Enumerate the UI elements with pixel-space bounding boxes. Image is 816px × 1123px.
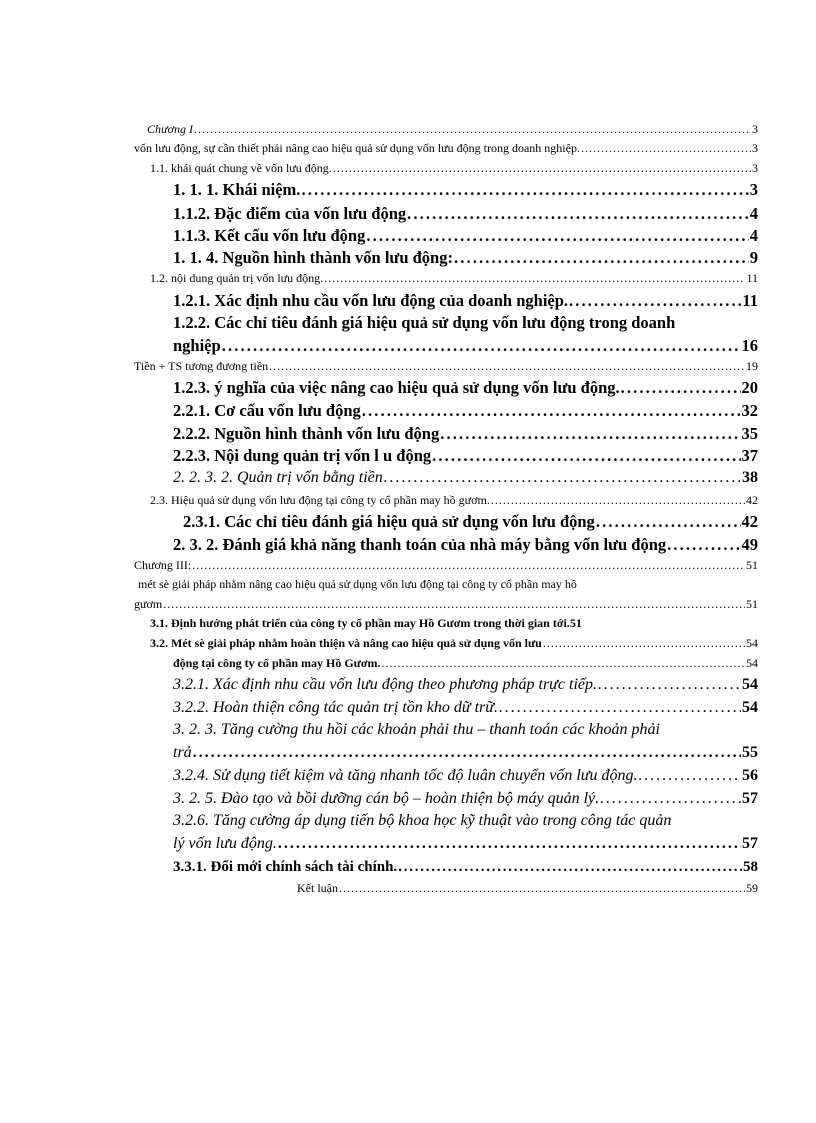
toc-entry-3-2-2[interactable] xyxy=(173,699,758,717)
toc-entry-2-3-1[interactable] xyxy=(183,512,758,532)
leader-dots xyxy=(621,378,741,398)
toc-title: 2. 3. 2. Đánh giá khả năng thanh toán của nhà máy bằng vốn lưu động xyxy=(173,535,667,554)
leader-dots xyxy=(339,881,745,896)
toc-entry-chapter-3-title-cont[interactable] xyxy=(134,597,758,612)
toc-page: 3 xyxy=(752,141,758,155)
toc-title: 2.2.1. Cơ cấu vốn lưu động xyxy=(173,401,361,420)
leader-dots xyxy=(301,180,748,200)
toc-entry-1-1[interactable] xyxy=(150,161,758,176)
toc-page: 51 xyxy=(746,597,758,611)
toc-title: 2.2.3. Nội dung quản trị vốn l u động xyxy=(173,446,432,465)
toc-title: 1. 1. 4. Nguồn hình thành vốn lưu động: xyxy=(173,248,453,267)
toc-page: 4 xyxy=(749,226,758,245)
leader-dots xyxy=(278,835,741,853)
toc-entry-1-1-3[interactable] xyxy=(173,226,758,246)
toc-entry-3-2-1[interactable] xyxy=(173,676,758,694)
leader-dots xyxy=(543,636,745,651)
toc-page: 54 xyxy=(742,699,758,716)
toc-entry-chuong-1[interactable] xyxy=(147,122,758,137)
toc-page: 4 xyxy=(749,204,758,223)
leader-dots xyxy=(638,767,741,785)
leader-dots xyxy=(440,424,740,444)
toc-page: 54 xyxy=(746,636,758,650)
toc-entry-1-2-2[interactable] xyxy=(173,313,758,333)
leader-dots xyxy=(569,291,741,311)
leader-dots xyxy=(194,122,751,137)
toc-title: Tiền + TS tương đương tiền xyxy=(134,359,269,373)
toc-page: 3 xyxy=(749,180,758,199)
toc-title: 1.1.2. Đặc điểm của vốn lưu động xyxy=(173,204,407,223)
toc-page: 54 xyxy=(742,676,758,693)
toc-page: 56 xyxy=(742,767,758,784)
toc-entry-3-2-6-cont[interactable] xyxy=(173,835,758,853)
toc-entry-2-2-2[interactable] xyxy=(173,424,758,444)
toc-entry-3-2-3[interactable] xyxy=(173,721,758,739)
leader-dots xyxy=(581,141,751,156)
toc-page: 54 xyxy=(746,656,758,670)
toc-entry-3-3-1[interactable] xyxy=(173,859,758,876)
toc-page: 20 xyxy=(741,378,758,397)
toc-entry-ket-luan[interactable] xyxy=(297,881,758,896)
toc-entry-1-2[interactable] xyxy=(150,271,758,286)
leader-dots xyxy=(499,699,741,717)
toc-page: 51 xyxy=(746,558,758,572)
toc-title-continued: động tại công ty cổ phần may Hồ Gươm. xyxy=(173,656,381,670)
toc-page: 19 xyxy=(746,359,758,373)
leader-dots xyxy=(600,790,741,808)
toc-page: 3 xyxy=(752,122,758,136)
toc-entry-1-2-2-cont[interactable] xyxy=(173,336,758,356)
toc-page: 42 xyxy=(741,512,758,531)
toc-entry-1-1-1[interactable] xyxy=(173,180,758,200)
toc-entry-1-1-4[interactable] xyxy=(173,248,758,268)
toc-page: 57 xyxy=(742,790,758,807)
toc-title: 3.2.4. Sử dụng tiết kiệm và tăng nhanh tốc độ luân chuyển vốn lưu động. xyxy=(173,767,638,784)
leader-dots xyxy=(362,401,741,421)
toc-title: 3. 2. 5. Đào tạo và bồi dưỡng cán bộ – hoàn thiện bộ máy quản lý. xyxy=(173,790,600,807)
toc-entry-3-2-5[interactable] xyxy=(173,790,758,808)
toc-entry-1-1-2[interactable] xyxy=(173,204,758,224)
toc-entry-3-2[interactable] xyxy=(150,636,758,651)
leader-dots xyxy=(384,469,741,487)
leader-dots xyxy=(366,226,748,246)
toc-page: 37 xyxy=(741,446,758,465)
toc-entry-3-2-6[interactable] xyxy=(173,812,758,830)
toc-title: 1.2.1. Xác định nhu cầu vốn lưu động của doanh nghiệp. xyxy=(173,291,569,310)
toc-entry-chapter-1-title[interactable] xyxy=(134,141,758,156)
toc-entry-2-3[interactable] xyxy=(150,493,758,508)
toc-entry-2-2-3-2[interactable] xyxy=(173,469,758,487)
toc-page: 11 xyxy=(742,291,758,310)
toc-page: 49 xyxy=(741,535,758,554)
toc-entry-chapter-3-title[interactable] xyxy=(138,577,758,592)
toc-page: 16 xyxy=(741,336,758,355)
toc-title: Chương I xyxy=(147,122,193,136)
leader-dots xyxy=(598,676,741,694)
toc-title-continued: trả xyxy=(173,744,192,761)
toc-title: 2. 2. 3. 2. Quản trị vốn bằng tiền xyxy=(173,469,383,486)
toc-page: 38 xyxy=(742,469,758,486)
leader-dots xyxy=(407,204,749,224)
toc-page: 35 xyxy=(741,424,758,443)
toc-title: Kết luận xyxy=(297,881,338,895)
toc-title-continued: nghiệp xyxy=(173,336,221,355)
leader-dots xyxy=(269,359,745,374)
toc-title: 2.3. Hiệu quả sử dụng vốn lưu động tại công ty cổ phần may hồ gươm. xyxy=(150,493,490,507)
toc-title: 1.2.2. Các chỉ tiêu đánh giá hiệu quả sử dụng vốn lưu động trong doanh xyxy=(173,313,676,332)
toc-title: 1.1. khái quát chung về vốn lưu động. xyxy=(150,161,332,175)
toc-entry-3-1[interactable] xyxy=(150,616,758,631)
toc-entry-3-2-3-cont[interactable] xyxy=(173,744,758,762)
leader-dots xyxy=(222,336,741,356)
toc-title: Chương III: xyxy=(134,558,192,572)
leader-dots xyxy=(193,744,741,762)
toc-title: 1. 1. 1. Khái niệm. xyxy=(173,180,301,199)
toc-entry-3-2-4[interactable] xyxy=(173,767,758,785)
leader-dots xyxy=(324,271,745,286)
toc-title: 3.2. Mét sè giải pháp nhằm hoàn thiện và nâng cao hiệu quả sử dụng vốn lưu xyxy=(150,636,542,650)
toc-entry-1-2-1[interactable] xyxy=(173,291,758,311)
toc-entry-2-2-3[interactable] xyxy=(173,446,758,466)
toc-title: 3.1. Định hướng phát triển của công ty cổ phần may Hồ Gươm trong thời gian tới. xyxy=(150,616,570,630)
toc-title: 2.2.2. Nguồn hình thành vốn lưu động xyxy=(173,424,440,443)
toc-page: 57 xyxy=(742,835,758,852)
toc-entry-2-2-1[interactable] xyxy=(173,401,758,421)
toc-entry-3-2-cont[interactable] xyxy=(173,656,758,671)
leader-dots xyxy=(491,493,745,508)
toc-title: vốn lưu động, sự cần thiết phải nâng cao hiệu quả sử dụng vốn lưu động trong doanh nghiệp. xyxy=(134,141,580,155)
toc-page: 59 xyxy=(746,881,758,895)
toc-page: 51 xyxy=(569,616,582,630)
toc-title: mét sè giải pháp nhằm nâng cao hiệu quả sử dụng vốn lưu động tại công ty cổ phần may hồ xyxy=(138,577,577,591)
toc-page: 9 xyxy=(749,248,758,267)
leader-dots xyxy=(333,161,751,176)
leader-dots xyxy=(382,656,745,671)
toc-title: 1.2. nội dung quản trị vốn lưu động. xyxy=(150,271,324,285)
leader-dots xyxy=(596,512,741,532)
leader-dots xyxy=(398,859,742,876)
toc-entry-2-3-2[interactable] xyxy=(173,535,758,555)
toc-title: 3.2.1. Xác định nhu cầu vốn lưu động theo phương pháp trực tiếp. xyxy=(173,676,597,693)
toc-page: 42 xyxy=(746,493,758,507)
toc-entry-1-2-3[interactable] xyxy=(173,378,758,398)
toc-page: 58 xyxy=(743,859,758,875)
leader-dots xyxy=(432,446,740,466)
toc-title: 1.1.3. Kết cấu vốn lưu động xyxy=(173,226,366,245)
leader-dots xyxy=(192,558,745,573)
toc-entry-tien-ts[interactable] xyxy=(134,359,758,374)
toc-title: 2.3.1. Các chỉ tiêu đánh giá hiệu quả sử dụng vốn lưu động xyxy=(183,512,595,531)
toc-entry-chuong-3[interactable] xyxy=(134,558,758,573)
leader-dots xyxy=(454,248,749,268)
toc-title: 3.2.6. Tăng cường áp dụng tiến bộ khoa học kỹ thuật vào trong công tác quản xyxy=(173,812,672,829)
toc-page: 55 xyxy=(742,744,758,761)
toc-title: 3.2.2. Hoàn thiện công tác quản trị tồn kho dữ trữ. xyxy=(173,699,498,716)
toc-title: 3. 2. 3. Tăng cường thu hồi các khoản phải thu – thanh toán các khoản phải xyxy=(173,721,660,738)
toc-title: 3.3.1. Đổi mới chính sách tài chính. xyxy=(173,859,398,875)
toc-page: 32 xyxy=(741,401,758,420)
leader-dots xyxy=(667,535,740,555)
toc-page: 11 xyxy=(746,271,758,285)
toc-page: 3 xyxy=(752,161,758,175)
toc-title-continued: gươm xyxy=(134,597,163,611)
leader-dots xyxy=(163,597,745,612)
toc-title: 1.2.3. ý nghĩa của việc nâng cao hiệu quả sử dụng vốn lưu động. xyxy=(173,378,620,397)
toc-title-continued: lý vốn lưu động. xyxy=(173,835,277,852)
